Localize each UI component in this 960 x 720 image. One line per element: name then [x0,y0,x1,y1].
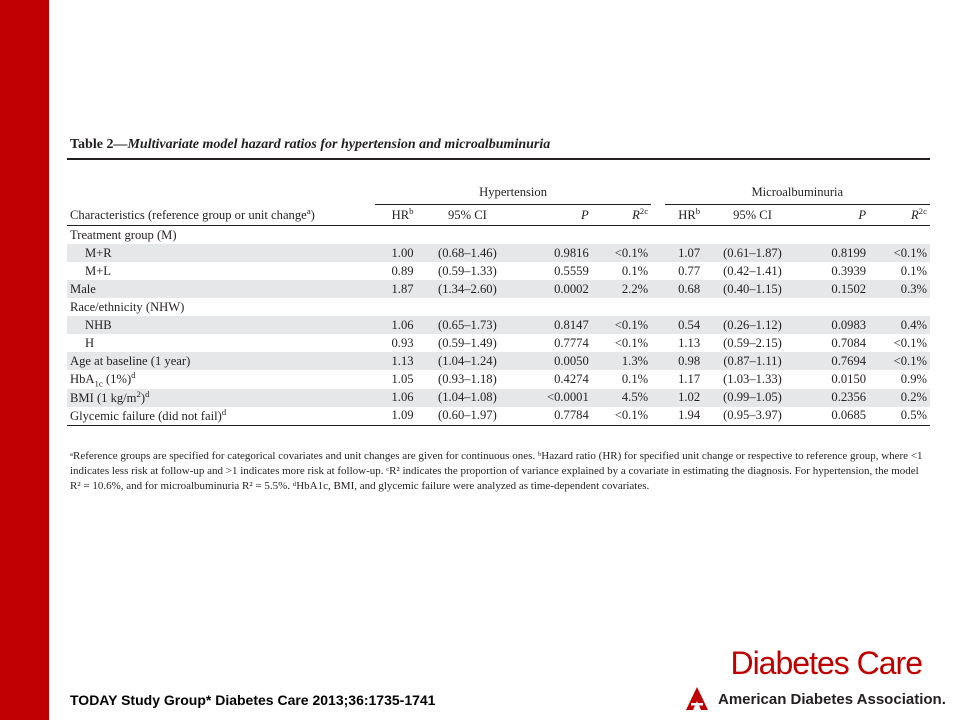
row-label: HbA$_{1c}$ $(1\%)^d$ [70,370,136,389]
table-cell [592,298,651,316]
table-cell: 1.94 [665,407,704,426]
table-cell: 0.0050 [518,352,591,370]
table-cell: 0.8147 [518,316,591,334]
table-cell: 0.93 [391,335,414,350]
table-cell: 0.5559 [554,263,589,278]
table-row [67,262,930,280]
table-cell: <0.1% [869,244,930,262]
table-cell: 0.2% [869,389,930,407]
table-cell: (0.99–1.05) [703,389,802,407]
table-cell: 0.2356 [802,389,869,407]
table-cell: 0.7784 [518,407,591,426]
row-label: M+R [67,244,375,262]
table-row [67,407,930,426]
table-cell: (0.87–1.11) [703,352,802,370]
table-cell [417,226,519,245]
ada-name: American Diabetes Association. [718,691,946,708]
ada-triangle-icon [686,687,708,710]
col-header-p: P [802,205,869,226]
table-cell [665,298,704,316]
table-cell: (0.93–1.18) [438,371,497,386]
table-cell: 0.0150 [831,371,867,386]
table-cell: (1.04–1.24) [417,352,519,370]
table-cell: <0.1% [592,316,651,334]
table-cell: (0.95–3.97) [703,407,802,426]
title-rule [67,158,930,160]
table-cell [703,298,802,316]
table-cell: 0.3939 [831,263,867,278]
table-cell: 0.0983 [802,316,869,334]
table-row [67,352,930,370]
col-header-ci: 95% CI [417,205,519,226]
group-header-hypertension: Hypertension [375,180,651,205]
table-cell: 1.00 [375,244,417,262]
table-cell [869,226,930,245]
col-header-ci: 95% CI [703,205,802,226]
table-cell: 1.05 [391,371,414,386]
table-cell: 0.1502 [802,280,869,298]
hazard-ratio-table [67,180,930,426]
table-cell: (0.42–1.41) [723,263,782,278]
table-row [67,389,930,407]
col-header-p: P [518,205,591,226]
table-cell [592,226,651,245]
table-row [67,244,930,262]
table-cell [703,226,802,245]
table-cell: 1.3% [592,352,651,370]
table-cell: 0.68 [665,280,704,298]
table-cell: 1.06 [375,316,417,334]
table-cell: 0.1% [621,371,649,386]
table-cell: 0.1% [900,263,927,278]
table-cell [518,226,591,245]
table-cell [802,298,869,316]
table-cell: (0.65–1.73) [417,316,519,334]
col-header-characteristics: Characteristics (reference group or unit change$^a$) [67,205,375,226]
table-cell: (0.59–2.15) [723,335,782,350]
table-row [67,280,930,298]
table-cell: 0.54 [665,316,704,334]
table-cell: 1.07 [665,244,704,262]
table-cell: 0.4% [869,316,930,334]
col-header-hr: $HR^b$ [375,205,417,226]
col-header-r2: $R^{2c}$ [592,205,651,226]
table-cell: 0.3% [869,280,930,298]
table-row [67,226,930,245]
table-cell [417,298,519,316]
table-cell: (1.34–2.60) [417,280,519,298]
table-cell [375,298,417,316]
table-cell: (0.60–1.97) [417,407,519,426]
table-cell: 0.4274 [554,371,589,386]
row-label: NHB [67,316,375,334]
table-cell: <0.1% [869,352,930,370]
table-cell: 0.7694 [802,352,869,370]
table-footnote: ᵃReference groups are specified for categorical covariates and unit changes are given for continuous ones. ᵇHazard ratio (HR) for specified unit change or respective to reference group, where <1 indicates less risk at follow-up and >1 indicates more risk at follow-up. ᶜR² indicates the proportion of variance explained by a covariate in estimating the diagnosis. For hypertension, the model R² = 10.6%, and for microalbuminuria R² = 5.5%. ᵈHbA1c, BMI, and glycemic failure were analyzed as time-dependent covariates. [70,450,923,492]
table-cell: 2.2% [592,280,651,298]
table-cell: 1.09 [375,407,417,426]
table-cell [665,226,704,245]
row-label: Treatment group (M) [70,227,177,242]
table-cell: 1.17 [678,371,701,386]
table-cell: 0.7774 [554,335,589,350]
row-label: BMI (1 $kg/m^2)^d$ [67,389,375,407]
table-cell: <0.0001 [518,389,591,407]
row-label: Race/ethnicity (NHW) [70,299,185,314]
red-side-bar [0,0,49,720]
col-header-hr: $HR^b$ [665,205,704,226]
table-cell: 1.02 [665,389,704,407]
table-cell: 0.8199 [802,244,869,262]
table-cell [518,298,591,316]
table-cell: 0.1% [621,263,649,278]
table-cell: 0.0685 [802,407,869,426]
table-title [70,137,550,153]
row-label: M+L [85,263,111,278]
table-cell [375,226,417,245]
table-cell: <0.1% [592,407,651,426]
table-row [67,370,930,389]
table-row [67,334,930,352]
table-cell: <0.1% [614,335,649,350]
table-row [67,298,930,316]
table-cell: 1.87 [375,280,417,298]
table-cell: (0.59–1.33) [438,263,497,278]
table-cell: (0.26–1.12) [703,316,802,334]
group-header-microalbuminuria: Microalbuminuria [665,180,930,205]
table-cell: (1.04–1.08) [417,389,519,407]
table-cell: (0.40–1.15) [703,280,802,298]
row-label: H [85,335,95,350]
table-cell: (1.03–1.33) [723,371,782,386]
table-cell: 0.98 [665,352,704,370]
table-cell: <0.1% [893,335,927,350]
table-cell: 0.9% [900,371,927,386]
table-cell: 1.13 [678,335,701,350]
journal-logo: Diabetes Care [730,645,922,681]
table-cell: (0.59–1.49) [438,335,497,350]
col-header-r2: $R^{2c}$ [869,205,930,226]
row-label: Male [67,280,375,298]
citation: TODAY Study Group* Diabetes Care 2013;36:1735-1741 [70,692,436,708]
table-cell: 1.13 [375,352,417,370]
table-title-number: Table 2 [70,137,114,152]
row-label: Age at baseline (1 year) [67,352,375,370]
table-cell [802,226,869,245]
table-cell: 0.9816 [518,244,591,262]
table-cell: 0.77 [678,263,701,278]
table-cell: 1.06 [375,389,417,407]
table-cell: 4.5% [592,389,651,407]
table-row [67,316,930,334]
column-header-row [67,205,930,226]
table-cell: 0.89 [391,263,414,278]
group-header-row [67,180,930,205]
table-cell: 0.5% [869,407,930,426]
table-cell: <0.1% [592,244,651,262]
table-title-text: —Multivariate model hazard ratios for hypertension and microalbuminuria [113,137,551,152]
table-cell: (0.68–1.46) [417,244,519,262]
row-label: Glycemic failure (did not fail)$^d$ [67,407,375,426]
table-cell [869,298,930,316]
table-cell: (0.61–1.87) [703,244,802,262]
table-cell: 0.0002 [518,280,591,298]
table-cell: 0.7084 [831,335,867,350]
